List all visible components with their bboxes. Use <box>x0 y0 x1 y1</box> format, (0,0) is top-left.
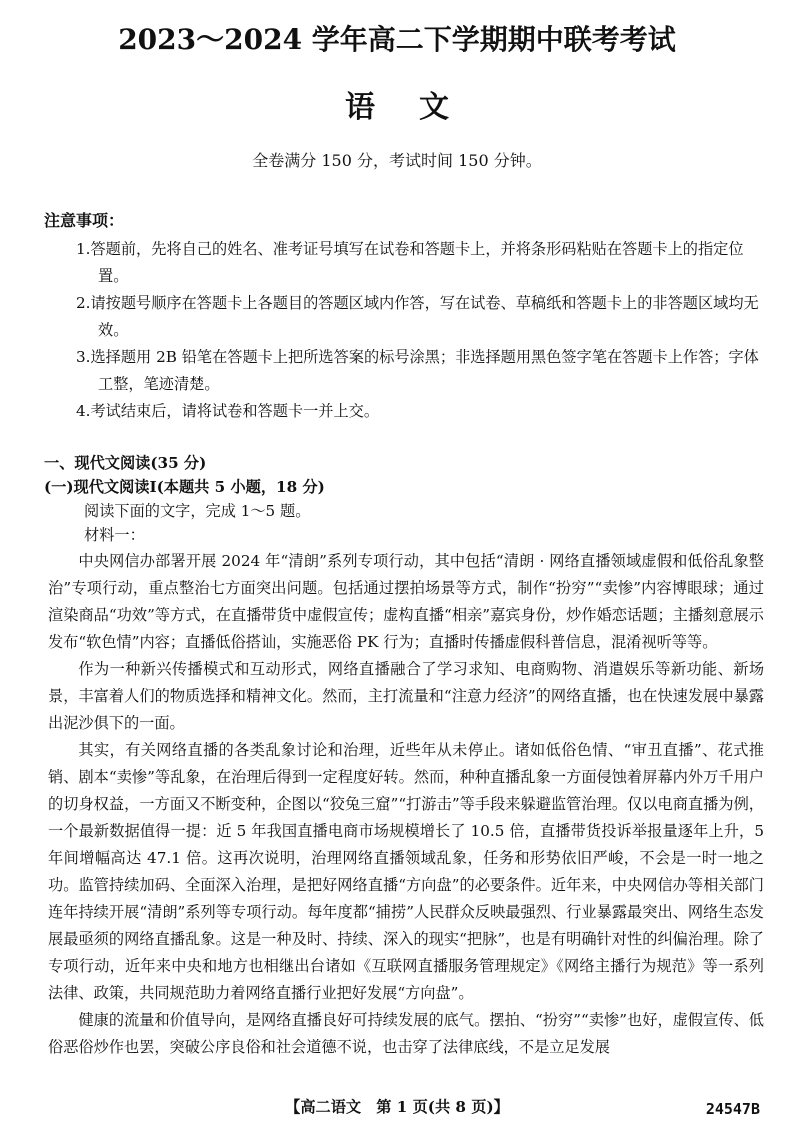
passage-paragraph: 中央网信办部署开展 2024 年“清朗”系列专项行动，其中包括“清朗 · 网络直播领域虚假和低俗乱象整治”专项行动，重点整治七方面突出问题。包括通过摆拍场景等方式，制作“扮穷”“卖惨”内容博眼球；通过渲染商品“功效”等方式，在直播带货中虚假宣传；虚构直播“相亲”嘉宾身份，炒作婚恋话题；主播刻意展示发布“软色情”内容；直播低俗搭讪，实施恶俗 PK 行为；直播时传播虚假科普信息，混淆视听等等。 <box>48 552 764 651</box>
reading-passage <box>48 548 764 1061</box>
notes-list <box>76 236 766 425</box>
note-item: 3.选择题用 2B 铅笔在答题卡上把所选答案的标号涂黑；非选择题用黑色签字笔在答题卡上作答；字体工整，笔迹清楚。 <box>76 348 759 393</box>
section-heading: 一、现代文阅读(35 分) <box>44 454 207 472</box>
note-item: 4.考试结束后，请将试卷和答题卡一并上交。 <box>76 402 380 420</box>
subject-title: 语文 <box>345 90 493 125</box>
reading-instruction: 阅读下面的文字，完成 1～5 题。 <box>84 502 311 520</box>
notes-heading: 注意事项： <box>44 211 125 230</box>
exam-title: 2023～2024 学年高二下学期期中联考考试 <box>118 23 676 56</box>
passage-paragraph: 健康的流量和价值导向，是网络直播良好可持续发展的底气。摆拍、“扮穷”“卖惨”也好，虚假宣传、低俗恶俗炒作也罢，突破公序良俗和社会道德不说，也击穿了法律底线，不是立足发展 <box>48 1011 764 1056</box>
passage-paragraph: 作为一种新兴传播模式和互动形式，网络直播融合了学习求知、电商购物、消遣娱乐等新功能、新场景，丰富着人们的物质选择和精神文化。然而，主打流量和“注意力经济”的网络直播，也在快速发展中暴露出泥沙俱下的一面。 <box>48 660 764 732</box>
material-label: 材料一： <box>84 526 145 544</box>
passage-paragraph: 其实，有关网络直播的各类乱象讨论和治理，近些年从未停止。诸如低俗色情、“审丑直播”、花式推销、剧本“卖惨”等乱象，在治理后得到一定程度好转。然而，种种直播乱象一方面侵蚀着屏幕内外万千用户的切身权益，一方面又不断变种，企图以“狡兔三窟”“打游击”等手段来躲避监管治理。仅以电商直播为例，一个最新数据值得一提：近 5 年我国直播电商市场规模增长了 10.5 倍，直播带货投诉举报量逐年上升，5 年间增幅高达 47.1 倍。这再次说明，治理网络直播领域乱象，任务和形势依旧严峻，不会是一时一地之功。监管持续加码、全面深入治理，是把好网络直播“方向盘”的必要条件。近年来，中央网信办等相关部门连年持续开展“清朗”系列等专项行动。每年度都“捕捞”人民群众反映最强烈、行业暴露最突出、网络生态发展最亟须的网络直播乱象。这是一种及时、持续、深入的现实“把脉”，也是有明确针对性的纠偏治理。除了专项行动，近年来中央和地方也相继出台诸如《互联网直播服务管理规定》《网络主播行为规范》等一系列法律、政策，共同规范助力着网络直播行业把好发展“方向盘”。 <box>48 741 764 1002</box>
subsection-heading: (一)现代文阅读Ⅰ(本题共 5 小题，18 分) <box>44 478 325 496</box>
note-item: 1.答题前，先将自己的姓名、准考证号填写在试卷和答题卡上，并将条形码粘贴在答题卡上的指定位置。 <box>76 240 744 285</box>
note-item: 2.请按题号顺序在答题卡上各题目的答题区域内作答，写在试卷、草稿纸和答题卡上的非答题区域均无效。 <box>76 294 759 339</box>
exam-code: 24547B <box>705 1100 760 1118</box>
exam-info: 全卷满分 150 分，考试时间 150 分钟。 <box>252 151 542 170</box>
page-footer: 【高二语文 第 1 页(共 8 页)】 <box>285 1098 509 1116</box>
